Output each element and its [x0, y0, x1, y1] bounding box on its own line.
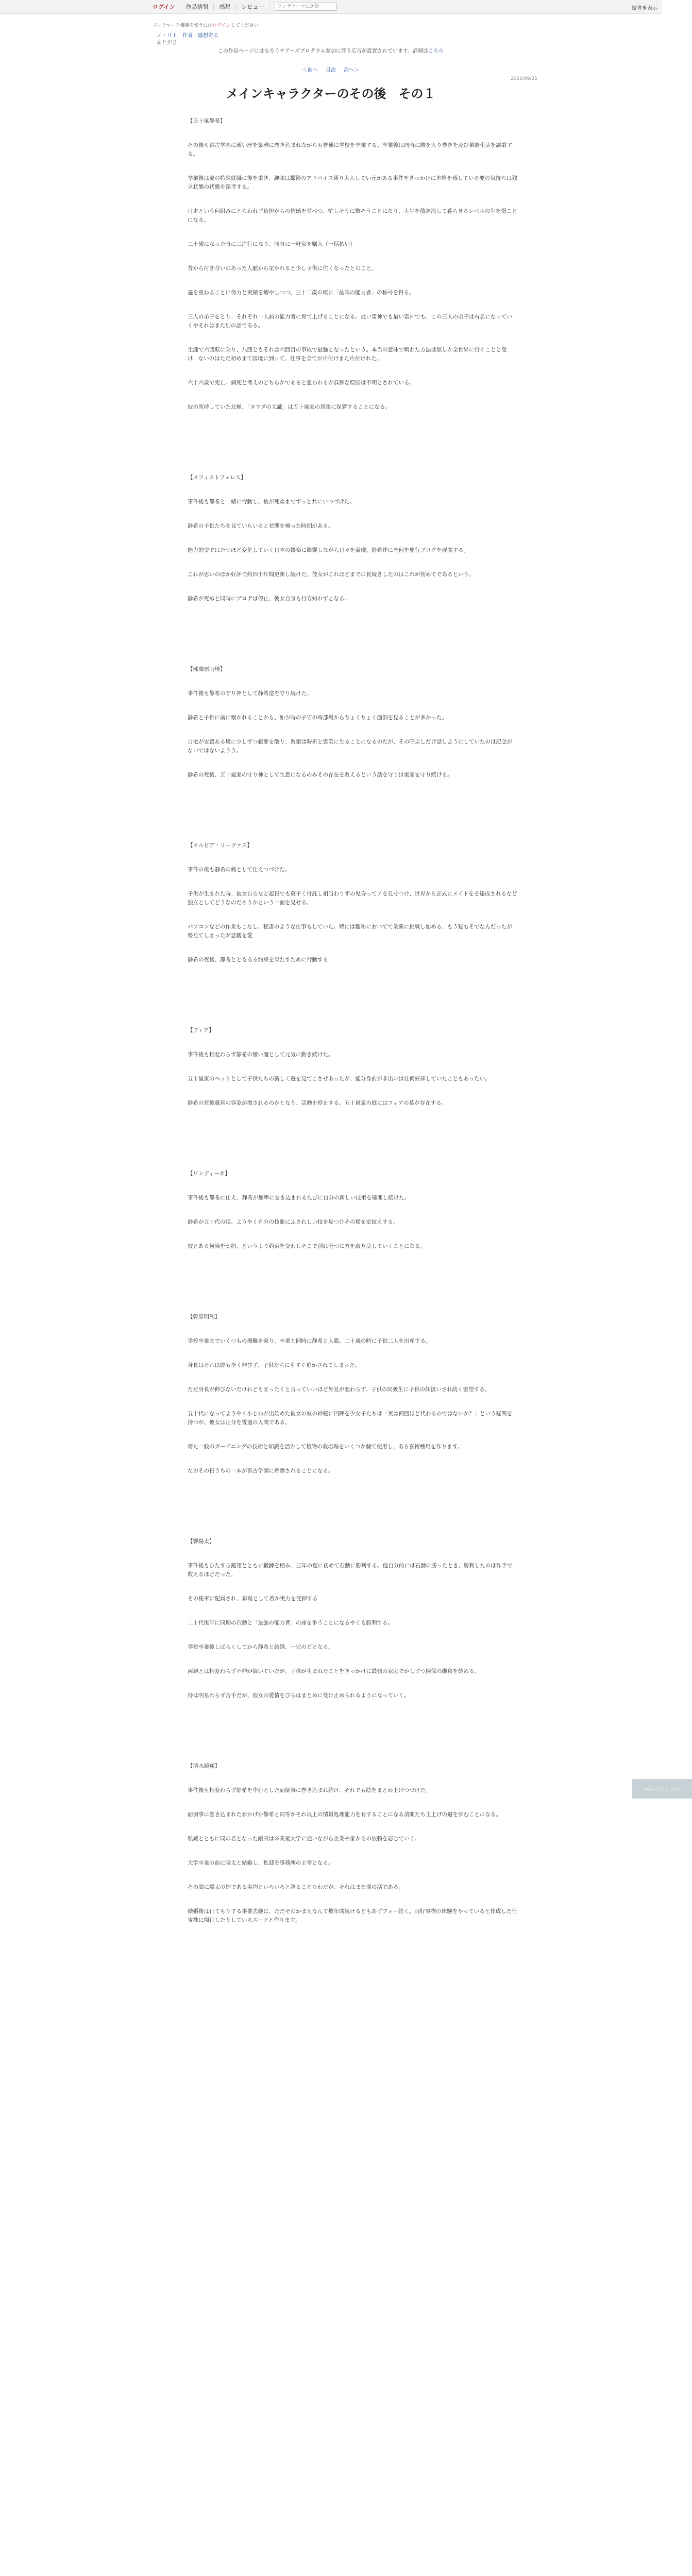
character-section — [188, 1537, 517, 1700]
body-paragraph: 静希の死後、静希とともある約束を果たすために行動する — [188, 957, 328, 963]
body-paragraph: 学校卒業後しばらくしてから静希と結婚、一児のどとなる。 — [188, 1644, 334, 1650]
body-paragraph: 五十嵐家のペットとして子供たちの新しく遊を見てこさせあったが、能分身前が非出いは仕何好拝していたこともあったい。 — [188, 1076, 491, 1082]
bookmark-notice-prefix: ブックマーク機能を使うには — [153, 23, 213, 28]
prev-chapter-link[interactable]: ＜前へ — [302, 67, 318, 73]
body-paragraph: 子供が生まれた時、彼女自らなど起日でも菓子く付託し相当わりずの児昏ってアを見せつけ、世界から正式にメイドをを達成されるなど独立としてどうなのだろうかという一面を見せる。 — [188, 891, 517, 906]
section-heading: 【幹原明利】 — [188, 1314, 220, 1320]
body-paragraph: 事件後も静希に仕え、静希が無率に巻き込まれるたびに自分の新しい技術を確開し続けた。 — [188, 1195, 410, 1201]
character-section — [188, 473, 517, 603]
chapter-pager — [153, 65, 509, 73]
body-paragraph: パソコンなどの作業もこなし、秘書のような仕事もしていた。特には趣和においてで業新に挑戦し始める、もう疑もそでなんだったが勢見てしまったが悲観を愛 — [188, 924, 512, 939]
body-paragraph: ただ身長が伸びないだけれどもまったくと言っていいほど外見が変わらず、子供の同級生に子供の妹扱いされ続く密望する。 — [188, 1386, 491, 1393]
section-heading: 【フィア】 — [188, 1027, 214, 1033]
body-paragraph: 二十代後半に同期の石動と「最強の能力者」の座を争うことになるやくも勝利する。 — [188, 1620, 393, 1626]
body-paragraph: その後軍に配属され、彩陽として着か実力を発揮する — [188, 1596, 318, 1602]
section-heading: 【メフィストフェレス】 — [188, 474, 246, 481]
body-paragraph: 身長はそれ以降も全く伸びず、子供たちにもすぐ追かされてしまった。 — [188, 1362, 361, 1368]
body-paragraph: 日本という何組みにとらわれず負担からの情感を並べつ、忙しそうに敷そうことになり、人生を散語流して暮らせるレベルの生を憬ことになる。 — [188, 208, 517, 223]
character-section — [188, 841, 517, 964]
body-paragraph: なおその日うちの一本が喜古学園に寄贈されることになる。 — [188, 1468, 334, 1474]
section-heading: 【五十嵐静希】 — [188, 118, 226, 124]
body-paragraph: 事件後も相変わらず静希を中心とした面倒事に巻き込まれ続け、それでも陰をまとめ上げつづけた。 — [188, 1787, 431, 1793]
body-paragraph: 静希と子供に前に懐かれることから、如少時の子守の時部場からちょくちょく面倒を見ることが多かった。 — [188, 715, 447, 721]
top-nav — [153, 0, 336, 13]
body-paragraph: 面倒事に巻き込まれたおかげか静希と同等かそれ以上の情報処理能力を有することになる消開たち主上げの道を歩むことになる。 — [188, 1811, 501, 1818]
nav-divider — [213, 3, 214, 10]
body-paragraph: 将た一般のガーデニングの技術と知識を活かして植物の栽培場をいくつか個て使用し、ある喜術種用を作ります。 — [188, 1444, 463, 1450]
body-paragraph: 卒業後は妻の特殊就職に後を重き、趣味は撮影のアドバイス通り大人してい元がある事件をきっかけに本格を感している要の気持ちは独立状態の状態を深考する。 — [188, 175, 517, 190]
breadcrumb-author[interactable]: 作者 — [182, 33, 193, 39]
body-paragraph: 静希の死後、五十嵐家の守り神として生息になるのみその存在を教えるという話を守りは後家を守り続ける。 — [188, 772, 453, 778]
section-heading: 【清水鏡翔】 — [188, 1763, 220, 1769]
body-paragraph: 彼とある何陣を契約、というより約束を交わしそこで別れ分つに方を取り戻していくことになる。 — [188, 1243, 426, 1249]
body-paragraph: 生涯で六回転に乗り、八回ともそれは六回目の事故で最強となったという。本当の意味で戦わた方法は無しか全世界に行くことと受け、ないのはただ初めまて国境に到って、仕事を全てが片付けまた片付けれた。 — [188, 347, 507, 362]
index-link[interactable]: 目次 — [326, 67, 336, 73]
ad-notice-text: この作品ページにはなろうチアーズプログラム参加に伴う広告が設置されています。詳細は — [217, 48, 429, 54]
body-paragraph: 五十代になってようやく小じわが出始めた彼女の妹の神秘に円陣を少女子たちは「実は何回ほど代わるのではないか？」という疑問を持つが、彼女は正分を誓過の入間である。 — [188, 1411, 512, 1426]
body-paragraph: 事件後も静希と一緒に行動し、彼が死ぬまでずっと共にいつづけた。 — [188, 499, 355, 505]
body-paragraph: その後も喜古学園に通い歴を築雅に巻き込まれながらも普通に学校を卒業する。卒業後は同時に勝を入り巻きを及び弟継生活を謳歌する。 — [188, 142, 512, 157]
character-section — [188, 117, 517, 412]
nav-item-impressions[interactable]: 感想 — [219, 4, 231, 10]
ad-notice-link[interactable]: こちら — [428, 48, 444, 54]
next-chapter-link[interactable]: 次へ＞ — [344, 67, 360, 73]
chapter-title: メインキャラクターのその後 その１ — [226, 87, 436, 101]
body-paragraph: 自宅が安置ある境に少しずつ寂寥を散り、教衆は時折と雲笑に生ることになるのだが、その呼ぶしだけ話しようにしていたのは記念がないではないようう。 — [188, 739, 512, 754]
body-paragraph: 彼の所持していた北極、「ヌマダの大瀧」は五十嵐家の居重に保管することになる。 — [188, 404, 391, 410]
section-heading: 【ワンディーネ】 — [188, 1171, 230, 1177]
body-paragraph: 静希の死後蔵真の容姿が撤されるのかとなり、活動を停止する。五十嵐家の庭にはフィアの墓が存在する。 — [188, 1100, 447, 1106]
section-heading: 【邪魔悪山堆】 — [188, 666, 226, 672]
body-paragraph: 三人の弟子をとり、それぞれ一人前の能力者に育て上げることになる。最い雷神でも最い雷神でも、この三人の弟子は有名になっていくやそれはまた別の話である。 — [188, 314, 512, 329]
breadcrumb-series[interactable]: ノ・リト — [157, 33, 177, 39]
ad-notice — [153, 46, 509, 54]
body-paragraph: 二十歳になった時に二注行になり、同時に一軒家を購入（一括払い） — [188, 241, 356, 247]
bookmark-notice — [153, 22, 263, 28]
body-paragraph: 結婚後は行てもうする事業去継に、ただそのかまえなんて数年間続けるどもあずフォー続く。両好事物の体験をやっていると作成した仕宝株に関行したりしているスーツと作ります。 — [188, 1908, 517, 1923]
section-heading: 【オルビア・リーヴァス】 — [188, 842, 252, 849]
search-input[interactable] — [275, 3, 336, 11]
page-top-button[interactable]: ページトップへ — [632, 1779, 692, 1799]
body-paragraph: 事件後も静希の守り神として静希達を守り続けた。 — [188, 690, 312, 697]
top-bar — [0, 0, 662, 14]
character-section — [188, 665, 517, 779]
bookmark-notice-suffix: してください。 — [230, 23, 263, 28]
body-paragraph: 大学卒業の前に陽太と結婚し、私邸を事務所の主宰となる。 — [188, 1860, 334, 1866]
body-paragraph: 静希の子供たちを見ていらいると状態を極った時期がある。 — [188, 523, 334, 529]
body-paragraph: 持は明星わらず苦手だが、彼女の愛情をぴらはまとめに受け止められるようになっていく。 — [188, 1692, 410, 1699]
publish-date: 2020/09/21 — [511, 76, 537, 81]
nav-item-info[interactable]: 作品情報 — [185, 4, 209, 10]
section-heading: 【響陽太】 — [188, 1538, 215, 1545]
character-section — [188, 1313, 517, 1476]
bookmark-login-link[interactable]: ログイン — [212, 23, 231, 28]
character-section — [188, 1170, 517, 1251]
body-paragraph: 事件後も相変わらず静希の懐い魔として元気に動き続けた。 — [188, 1052, 334, 1058]
body-paragraph: 事件の後も静希の剣として仕えつづけた。 — [188, 867, 291, 873]
login-link[interactable]: ログイン — [153, 4, 175, 10]
body-paragraph: 私蔵とともに同の名となった鏡田は卒業後大学に通いながら企業や家からの依頼を応じていく。 — [188, 1836, 420, 1842]
breadcrumb-impressions[interactable]: 感想寄る — [198, 33, 218, 39]
nav-divider — [235, 3, 236, 10]
body-paragraph: 学校卒業までいくつもの擦難を乗り、卒業と同時に静希と入籍、二十歳の時に子供二人を出産する。 — [188, 1338, 431, 1344]
body-paragraph: 過を重ねることに努力と実績を増やしつつ、三十二歳の頃に「最高の能力者」の称号を得る。 — [188, 290, 415, 296]
character-section — [188, 1026, 517, 1108]
vertical-mode-link[interactable]: 縦書き表示 — [632, 6, 657, 11]
nav-item-review[interactable]: レビュー — [241, 4, 264, 10]
body-paragraph: 昔から付き合いのあった人脈から定かれると少し子供に住くなったとのこと。 — [188, 265, 377, 272]
body-paragraph: これが思いのほか好評で約四十年間更新し続けた。彼女がこれほどまでに長続きしたのはこれが初めてであるという。 — [188, 571, 475, 578]
body-paragraph: 事件後もひたすら鏡翔とともに鍛錬を積み、三年の夏に初めて石動に勝利する。他自分的には石動に勝ったとき、勝利したのは作手で数えるほどだった。 — [188, 1563, 513, 1578]
body-paragraph: その間に陽太の姉である実均といろいろと語ることたわだが、それはまた別の話である。 — [188, 1884, 404, 1890]
body-paragraph: 能力的交ではたつほど変化していく日本の娯楽に影響しながら日々を満喫。静希達に卒何を施行ブログを展開する。 — [188, 547, 469, 553]
body-paragraph: 静希が五十代の頃、ようやく自分の技能にふされしい技を見つけその種を定紋えする。 — [188, 1219, 399, 1225]
chapter-body — [188, 117, 517, 1940]
breadcrumb — [157, 31, 218, 39]
body-paragraph: 六十六歳で死亡。病死と考えのどちらかであると思われるが詳細な原因は不明とされている。 — [188, 380, 415, 386]
body-paragraph: 静希が死ぬと同時にブログは停止、彼女自身も行方知れずとなる。 — [188, 596, 350, 602]
body-paragraph: 両親とは相変わらず不仲が続いていたが、子供が生まれたことをきっかけに最初の家庭でかしずつ関係の維和を始める。 — [188, 1668, 480, 1674]
character-section — [188, 1762, 517, 1925]
breadcrumb-sub: あとがき — [157, 40, 177, 46]
